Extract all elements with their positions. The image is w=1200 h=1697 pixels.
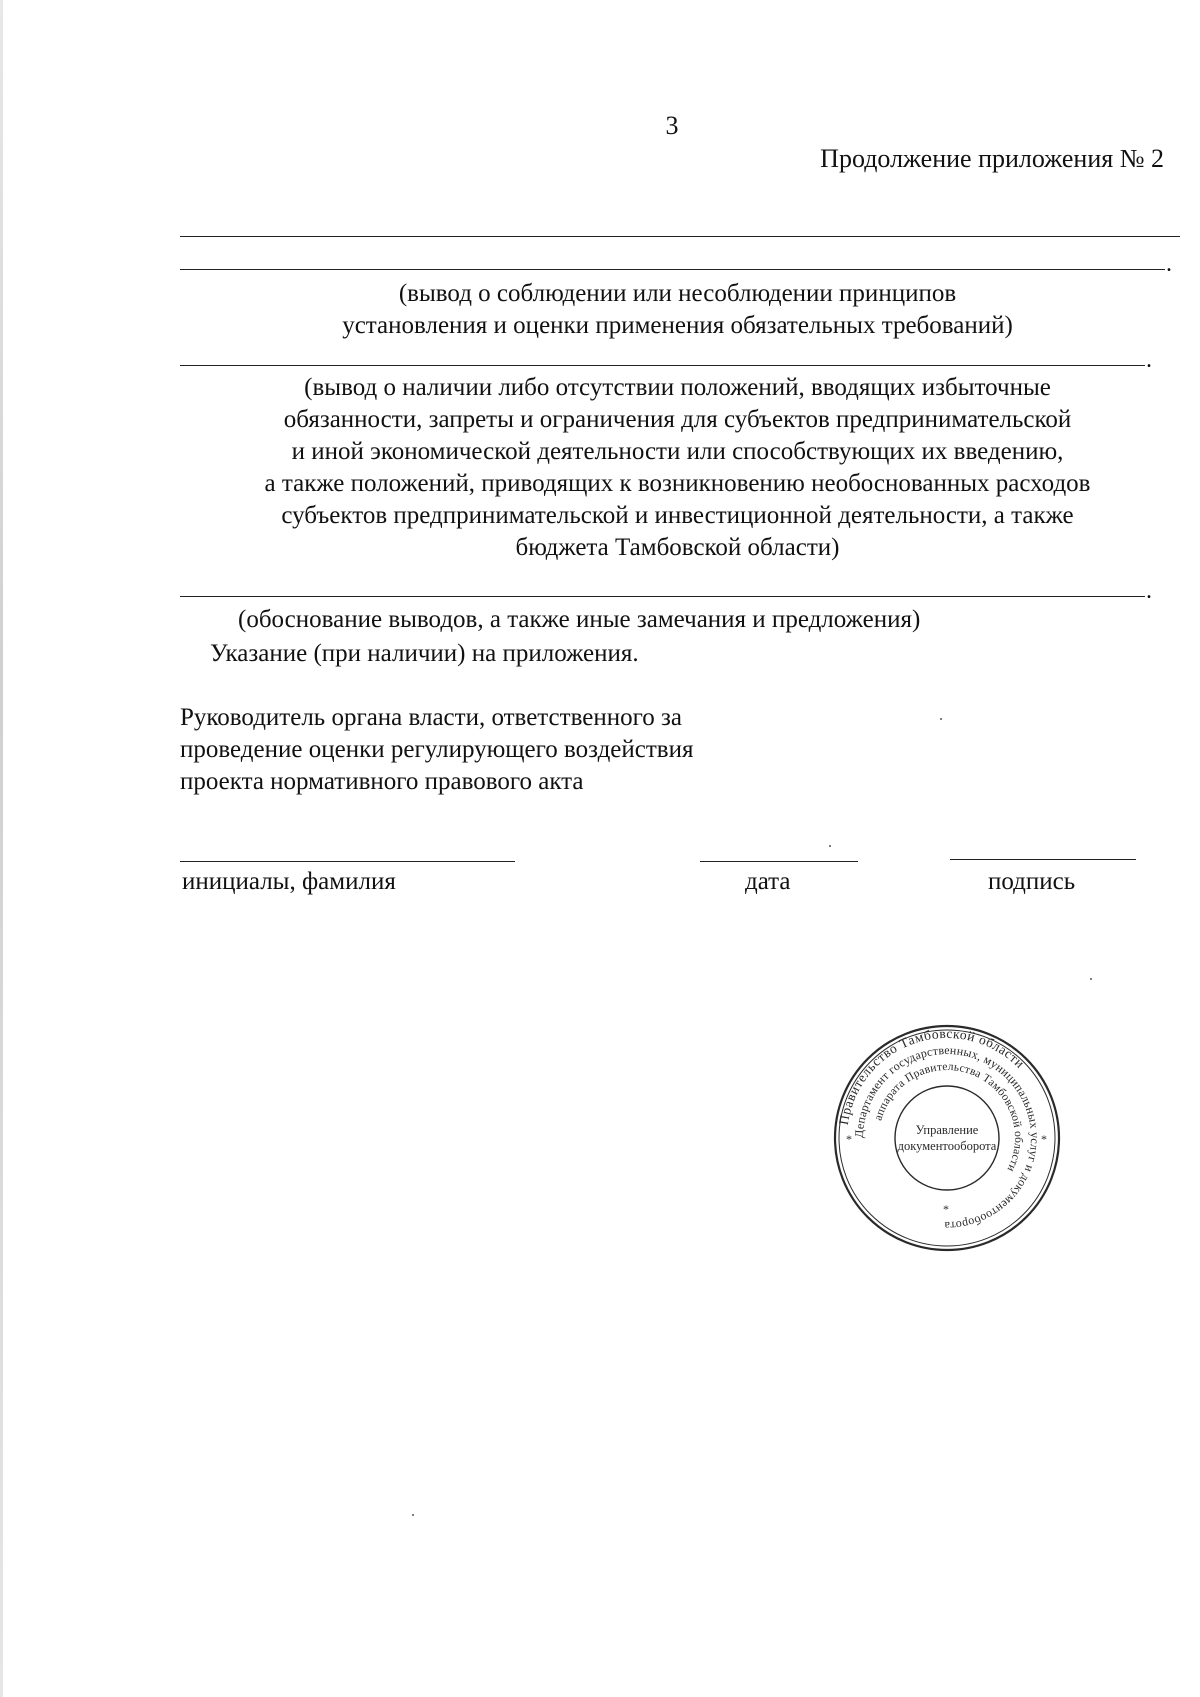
- line-end-dot: .: [1166, 251, 1172, 277]
- stamp-star-icon: *: [846, 1132, 852, 1146]
- caption-line: и иной экономической деятельности или способствующих их введению,: [291, 438, 1064, 465]
- signatory-line: проведение оценки регулирующего воздействия: [180, 736, 694, 763]
- signatory-line: проекта нормативного правового акта: [180, 768, 584, 795]
- caption-excess-obligations: [180, 372, 1175, 564]
- stamp-star-icon: *: [943, 1202, 949, 1216]
- caption-line: (вывод о соблюдении или несоблюдении принципов: [398, 280, 957, 307]
- stamp-seal-icon: [832, 1023, 1062, 1253]
- caption-line: субъектов предпринимательской и инвестиционной деятельности, а также: [281, 502, 1074, 529]
- signatory-line: Руководитель органа власти, ответственного за: [180, 704, 682, 731]
- signature-blank-line: [950, 859, 1136, 860]
- header-note: Продолжение приложения № 2: [820, 144, 1164, 173]
- name-blank-line: [180, 861, 515, 862]
- stamp-center-line-2: документооборота: [897, 1139, 997, 1153]
- scan-speck: [1090, 978, 1092, 980]
- blank-line-4: [180, 596, 1145, 597]
- caption-justification: (обоснование выводов, а также иные замечания и предложения): [238, 606, 921, 633]
- caption-line: бюджета Тамбовской области): [515, 534, 840, 561]
- name-label: инициалы, фамилия: [182, 868, 396, 895]
- scan-speck: [412, 1514, 414, 1516]
- attachments-note: Указание (при наличии) на приложения.: [210, 640, 639, 667]
- date-label: дата: [745, 868, 791, 895]
- caption-line: установления и оценки применения обязательных требований): [342, 312, 1013, 339]
- blank-line-3: [180, 365, 1145, 366]
- line-end-dot: .: [1146, 347, 1152, 373]
- caption-line: обязанности, запреты и ограничения для субъектов предпринимательской: [283, 406, 1072, 433]
- stamp-inner-text: аппарата Правительства Тамбовской области: [872, 1060, 1025, 1174]
- caption-line: (вывод о наличии либо отсутствии положений, вводящих избыточные: [304, 374, 1051, 401]
- page-number: 3: [665, 111, 679, 140]
- blank-line-1: [180, 236, 1180, 237]
- scan-edge: [0, 0, 3, 1697]
- caption-line: а также положений, приводящих к возникновению необоснованных расходов: [264, 470, 1091, 497]
- official-stamp: [832, 1023, 1062, 1253]
- scan-speck: [829, 845, 831, 847]
- blank-line-2: [180, 269, 1165, 270]
- stamp-center-line-1: Управление: [915, 1123, 979, 1137]
- caption-compliance: [180, 278, 1175, 342]
- stamp-star-icon: *: [1041, 1132, 1047, 1146]
- signatory-block: [180, 702, 694, 798]
- signature-label: подпись: [988, 868, 1076, 895]
- stamp-outer-text: Правительство Тамбовской области: [835, 1025, 1028, 1126]
- stamp-middle-text: Департамент государственных, муниципальных услуг и документооборота: [851, 1042, 1043, 1234]
- date-blank-line: [700, 861, 858, 862]
- scan-speck: [940, 718, 942, 720]
- line-end-dot: .: [1146, 578, 1152, 604]
